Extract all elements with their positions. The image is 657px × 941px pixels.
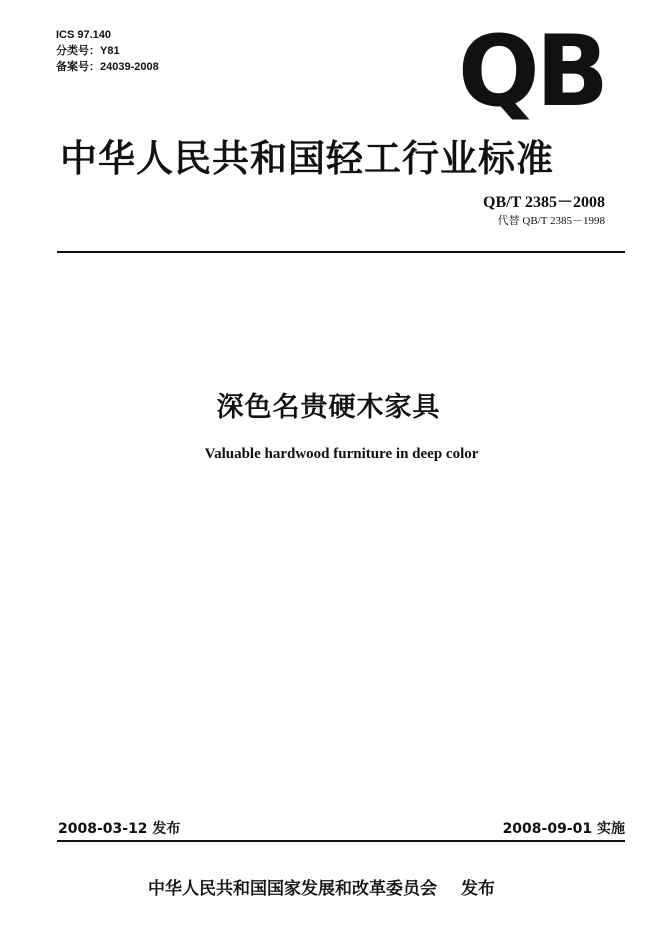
record-number: 备案号：24039-2008 <box>56 61 159 73</box>
replaced-standard: 代替 QB/T 2385－1998 <box>497 215 605 227</box>
document-title-english: Valuable hardwood furniture in deep color <box>204 446 479 462</box>
issuing-authority <box>148 874 495 899</box>
publish-date: 2008-03-12 发布 <box>58 821 181 837</box>
header-divider <box>57 251 625 253</box>
qb-logo: QB <box>458 15 606 129</box>
ics-code: ICS 97.140 <box>56 29 112 41</box>
document-meta <box>56 27 159 75</box>
footer-divider <box>57 840 625 842</box>
issue-label: 发布 <box>461 879 495 899</box>
document-title: 深色名贵硬木家具 <box>216 392 441 423</box>
authority-name: 中华人民共和国国家发展和改革委员会 <box>148 879 437 899</box>
standard-number-block <box>483 193 605 229</box>
standard-number: QB/T 2385－2008 <box>483 194 605 211</box>
issuer-heading: 中华人民共和国轻工行业标准 <box>60 137 554 180</box>
category-code: 分类号：Y81 <box>56 45 120 57</box>
effective-date: 2008-09-01 实施 <box>502 821 625 837</box>
